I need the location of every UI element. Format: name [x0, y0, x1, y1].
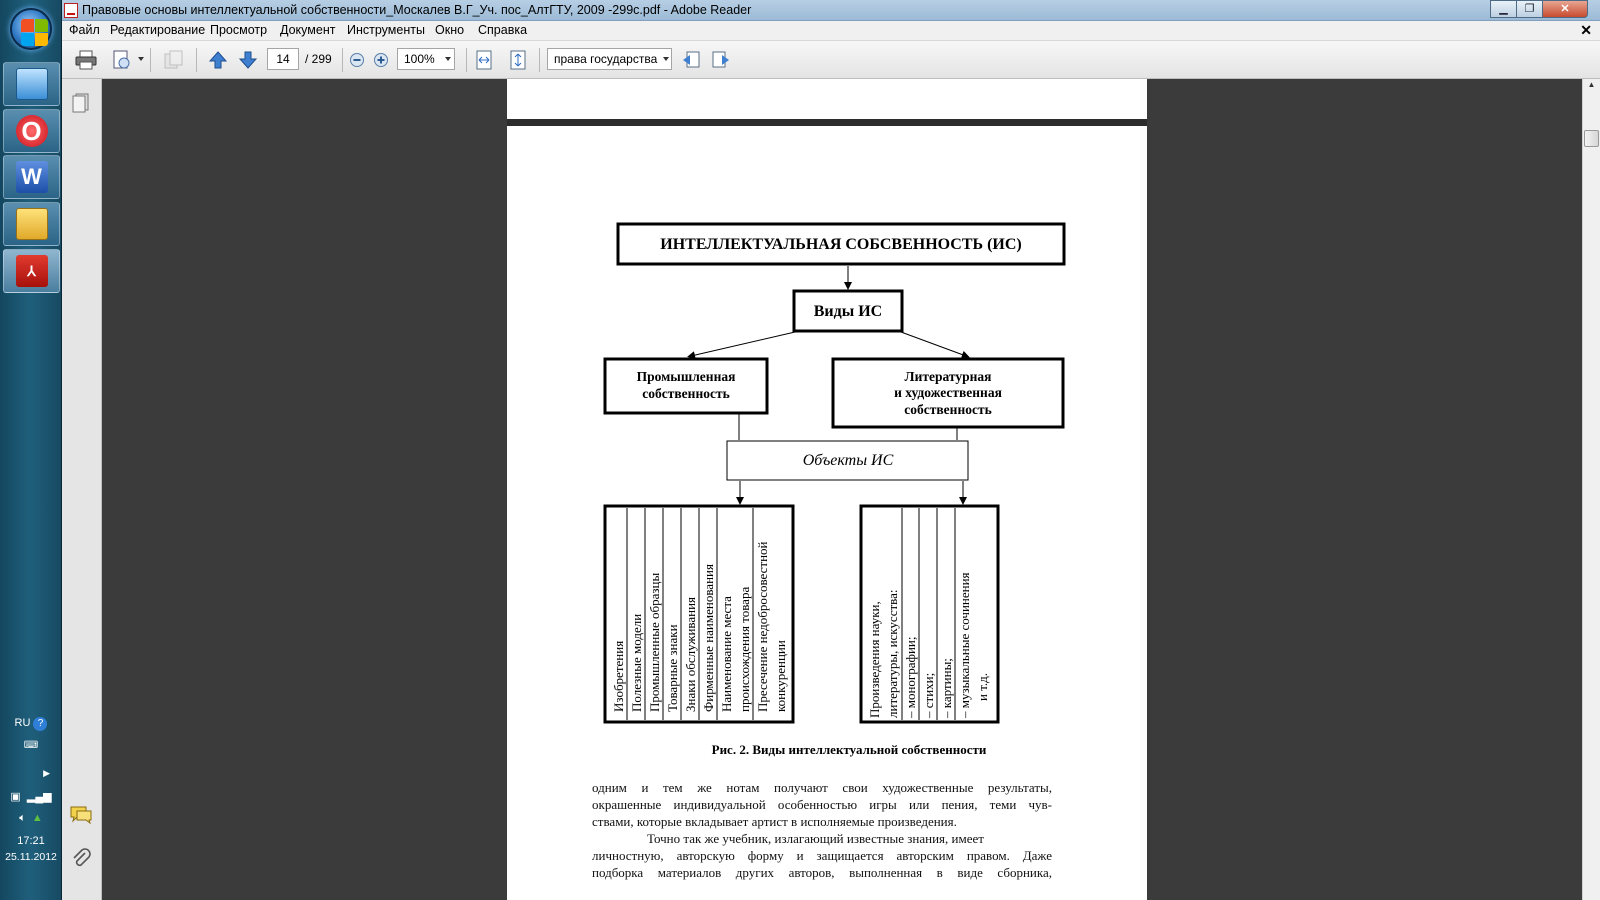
body-line-1: одним и тем же нотам получают свои художественные результаты, — [592, 780, 1052, 795]
lit-item-etc: и т.д. — [975, 672, 990, 701]
navigation-panel — [62, 79, 102, 900]
zoom-dropdown-icon[interactable] — [445, 57, 451, 61]
arrow-up-icon — [208, 50, 228, 70]
find-next-icon — [711, 51, 731, 69]
item-place-name-1: Наименование места — [719, 596, 734, 712]
search-dropdown-icon[interactable] — [663, 57, 669, 61]
menu-help[interactable]: Справка — [478, 23, 528, 37]
minimize-button[interactable]: ▁ — [1490, 0, 1517, 18]
maximize-button[interactable]: ❐ — [1516, 0, 1543, 18]
search-input[interactable]: права государства — [547, 48, 672, 70]
vertical-scrollbar[interactable] — [1582, 79, 1600, 900]
pdf-page — [507, 126, 1147, 900]
pages-icon — [163, 50, 185, 70]
tray-expand-icon[interactable]: ▶ — [43, 768, 50, 778]
previous-page-button[interactable] — [207, 48, 229, 72]
taskbar-app-monitor[interactable] — [3, 62, 60, 106]
arrow-down-icon — [238, 50, 258, 70]
fit-width-button[interactable] — [473, 48, 495, 72]
acrobat-icon: ⅄ — [16, 255, 48, 287]
item-inventions: Изобретения — [611, 640, 626, 712]
taskbar-app-word[interactable] — [3, 155, 60, 199]
lit-item-poems: – стихи; — [921, 672, 936, 718]
document-view[interactable] — [102, 79, 1582, 900]
item-trade-names: Фирменные наименования — [701, 564, 716, 712]
item-place-name-2: происхождения товара — [737, 586, 752, 712]
previous-page — [507, 79, 1147, 119]
diagram-title: ИНТЕЛЛЕКТУАЛЬНАЯ СОБСВЕННОСТЬ (ИС) — [660, 236, 1022, 253]
paperclip-icon — [70, 847, 92, 869]
page-number-input[interactable]: 14 — [267, 48, 299, 70]
body-line-3: ствами, которые вкладывает артист в исполняемые произведения. — [592, 814, 957, 829]
close-button[interactable]: ✕ — [1542, 0, 1588, 18]
document-close-icon[interactable]: ✕ — [1580, 22, 1592, 38]
scrollbar-thumb[interactable] — [1584, 130, 1599, 147]
menu-tools[interactable]: Инструменты — [347, 23, 425, 37]
item-service-marks: Знаки обслуживания — [683, 596, 698, 712]
speech-bubble-icon — [68, 805, 94, 825]
word-icon: W — [16, 161, 48, 193]
signal-icon[interactable]: ▂▄▆ — [26, 791, 52, 803]
fit-page-button[interactable] — [507, 48, 529, 72]
industrial-label-1: Промышленная — [636, 369, 736, 384]
chevron-down-icon[interactable] — [138, 57, 144, 61]
monitor-app-icon — [16, 68, 48, 100]
taskbar — [0, 0, 62, 900]
taskbar-app-acrobat[interactable] — [3, 249, 60, 293]
fit-width-icon — [475, 50, 493, 70]
menu-document[interactable]: Документ — [280, 23, 336, 37]
menu-bar — [62, 21, 1600, 41]
help-icon[interactable]: ? — [33, 717, 47, 731]
lang-indicator[interactable]: RU — [14, 717, 31, 729]
body-line-6: подборка материалов других авторов, выполненная в виде сборника, — [592, 865, 1052, 880]
item-utility-models: Полезные модели — [629, 613, 644, 712]
document-save-icon — [111, 50, 133, 70]
menu-window[interactable]: Окно — [435, 23, 465, 37]
toolbar — [62, 41, 1600, 79]
pages-panel-button[interactable] — [72, 93, 90, 116]
lit-item-works-2: литературы, искусства: — [885, 589, 900, 718]
menu-file[interactable]: Файл — [69, 23, 100, 37]
attachments-panel-button[interactable] — [70, 847, 92, 872]
body-line-5: личностную, авторскую форму и защищается авторским правом. Даже — [592, 848, 1052, 863]
item-unfair-competition-1: Пресечение недобросовестной — [755, 541, 770, 712]
zoom-out-icon — [349, 52, 365, 68]
comments-panel-button[interactable] — [68, 805, 94, 828]
types-label: Виды ИС — [813, 303, 883, 320]
item-industrial-designs: Промышленные образцы — [647, 572, 662, 712]
literary-label-1: Литературная — [904, 369, 992, 384]
ip-diagram — [507, 126, 1147, 766]
explorer-icon — [16, 208, 48, 240]
zoom-in-icon — [373, 52, 389, 68]
literary-label-2: и художественная — [894, 385, 1002, 400]
figure-caption: Рис. 2. Виды интеллектуальной собственности — [711, 742, 987, 757]
zoom-in-button[interactable] — [372, 48, 390, 72]
zoom-out-button[interactable] — [348, 48, 366, 72]
next-page-button[interactable] — [237, 48, 259, 72]
zoom-select[interactable]: 100% — [397, 48, 455, 70]
lit-item-music: – музыкальные сочинения — [957, 572, 972, 718]
volume-icon[interactable]: 🔈︎ — [19, 812, 26, 824]
find-previous-icon — [681, 51, 701, 69]
body-line-4: Точно так же учебник, излагающий известные знания, имеет — [647, 831, 984, 846]
clock-date[interactable]: 25.11.2012 — [5, 851, 57, 863]
item-trademarks: Товарные знаки — [665, 624, 680, 712]
start-button[interactable] — [10, 8, 52, 50]
page-total: / 299 — [305, 52, 332, 66]
literary-label-3: собственность — [904, 402, 992, 417]
menu-view[interactable]: Просмотр — [210, 23, 268, 37]
industrial-label-2: собственность — [642, 386, 730, 401]
drive-icon[interactable]: ▲ — [31, 812, 43, 824]
window-title: Правовые основы интеллектуальной собственности_Москалев В.Г_Уч. пос_АлтГТУ, 2009 -299с.pdf - Adobe Reader — [82, 3, 752, 17]
find-previous-button[interactable] — [680, 48, 702, 72]
lit-item-works-1: Произведения науки, — [867, 601, 882, 718]
item-unfair-competition-2: конкуренции — [773, 640, 788, 712]
taskbar-app-opera[interactable] — [3, 109, 60, 153]
print-icon — [75, 50, 97, 70]
objects-label: Объекты ИС — [802, 452, 894, 469]
taskbar-app-explorer[interactable] — [3, 202, 60, 246]
reader-window — [62, 0, 1600, 900]
keyboard-icon[interactable]: ⌨ — [23, 740, 39, 751]
scroll-up-icon[interactable]: ▲ — [1587, 80, 1596, 89]
title-bar — [62, 0, 1600, 21]
network-icon[interactable]: ▣ — [10, 791, 21, 803]
menu-edit[interactable]: Редактирование — [110, 23, 206, 37]
clock-time[interactable]: 17:21 — [17, 835, 45, 847]
page-thumbnails-icon — [72, 93, 90, 113]
find-next-button[interactable] — [710, 48, 732, 72]
body-line-2: окрашенные индивидуальной особенностью игры или пения, теми чув- — [592, 797, 1052, 812]
fit-page-icon — [509, 50, 527, 70]
lit-item-monographs: – монографии; — [903, 636, 918, 718]
lit-item-paintings: – картины; — [939, 658, 954, 718]
print-button[interactable] — [74, 48, 98, 72]
save-copy-button[interactable] — [110, 48, 134, 72]
comment-button[interactable] — [162, 48, 186, 72]
pdf-file-icon — [64, 3, 78, 18]
opera-icon: O — [16, 115, 48, 147]
